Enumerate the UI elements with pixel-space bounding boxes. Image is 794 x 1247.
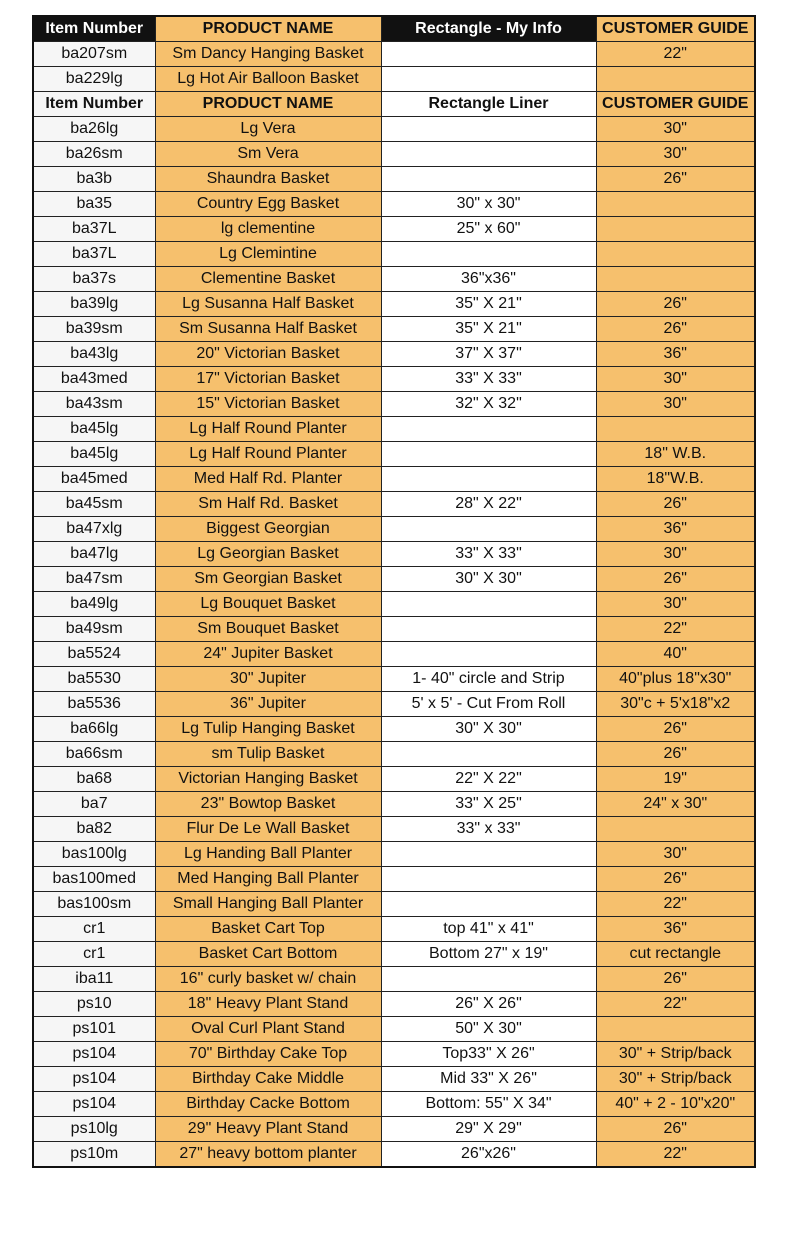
customer-guide-cell: cut rectangle: [596, 942, 755, 967]
header-customer-guide: CUSTOMER GUIDE: [596, 16, 755, 42]
table-row: [33, 467, 755, 492]
rectangle-cell: [381, 617, 596, 642]
rectangle-cell: [381, 517, 596, 542]
product-name-cell: Lg Susanna Half Basket: [155, 292, 381, 317]
table-row: [33, 1017, 755, 1042]
table-row: [33, 742, 755, 767]
rectangle-cell: [381, 867, 596, 892]
rectangle-cell: 30" X 30": [381, 567, 596, 592]
product-name-cell: Small Hanging Ball Planter: [155, 892, 381, 917]
rectangle-cell: [381, 467, 596, 492]
rectangle-cell: Mid 33" X 26": [381, 1067, 596, 1092]
product-name-cell: Lg Vera: [155, 117, 381, 142]
rectangle-cell: Bottom 27" x 19": [381, 942, 596, 967]
rectangle-cell: 33" X 25": [381, 792, 596, 817]
product-name-cell: 15" Victorian Basket: [155, 392, 381, 417]
rectangle-cell: [381, 642, 596, 667]
product-name-cell: Sm Dancy Hanging Basket: [155, 42, 381, 67]
header-rectangle-my-info: Rectangle - My Info: [381, 16, 596, 42]
item-number-cell: ps104: [33, 1067, 155, 1092]
customer-guide-cell: 26": [596, 867, 755, 892]
item-number-cell: ps10m: [33, 1142, 155, 1168]
customer-guide-cell: 22": [596, 617, 755, 642]
table-row: [33, 542, 755, 567]
table-row: [33, 192, 755, 217]
item-number-cell: cr1: [33, 917, 155, 942]
rectangle-cell: 33" X 33": [381, 367, 596, 392]
rectangle-cell: [381, 67, 596, 92]
customer-guide-cell: 26": [596, 967, 755, 992]
customer-guide-cell: 22": [596, 42, 755, 67]
product-name-cell: 29" Heavy Plant Stand: [155, 1117, 381, 1142]
product-name-cell: Oval Curl Plant Stand: [155, 1017, 381, 1042]
table-row: [33, 242, 755, 267]
table-row: [33, 967, 755, 992]
product-name-cell: Birthday Cacke Bottom: [155, 1092, 381, 1117]
item-number-cell: ba43sm: [33, 392, 155, 417]
customer-guide-cell: 30"c + 5'x18"x2: [596, 692, 755, 717]
product-name-cell: Lg Half Round Planter: [155, 442, 381, 467]
customer-guide-cell: 30" + Strip/back: [596, 1042, 755, 1067]
item-number-cell: ps104: [33, 1092, 155, 1117]
item-number-cell: iba11: [33, 967, 155, 992]
product-name-cell: 23" Bowtop Basket: [155, 792, 381, 817]
product-name-cell: 27" heavy bottom planter: [155, 1142, 381, 1168]
customer-guide-cell: 26": [596, 317, 755, 342]
item-number-cell: ba43lg: [33, 342, 155, 367]
customer-guide-cell: 26": [596, 492, 755, 517]
item-number-cell: ba49sm: [33, 617, 155, 642]
product-name-cell: Sm Susanna Half Basket: [155, 317, 381, 342]
rectangle-cell: [381, 42, 596, 67]
item-number-cell: cr1: [33, 942, 155, 967]
item-number-cell: ba43med: [33, 367, 155, 392]
product-name-cell: Victorian Hanging Basket: [155, 767, 381, 792]
header-row-liner: [33, 92, 755, 117]
table-row: [33, 817, 755, 842]
rectangle-cell: 30" X 30": [381, 717, 596, 742]
table-row: [33, 67, 755, 92]
rectangle-cell: 30" x 30": [381, 192, 596, 217]
product-name-cell: Lg Hot Air Balloon Basket: [155, 67, 381, 92]
rectangle-cell: 35" X 21": [381, 292, 596, 317]
rectangle-cell: Bottom: 55" X 34": [381, 1092, 596, 1117]
table-row: [33, 792, 755, 817]
header-row-top: [33, 16, 755, 42]
item-number-cell: ba35: [33, 192, 155, 217]
header-item-number: Item Number: [33, 16, 155, 42]
product-name-cell: Shaundra Basket: [155, 167, 381, 192]
product-name-cell: 70" Birthday Cake Top: [155, 1042, 381, 1067]
product-name-cell: Lg Clemintine: [155, 242, 381, 267]
table-row: [33, 1067, 755, 1092]
customer-guide-cell: 36": [596, 342, 755, 367]
table-row: [33, 492, 755, 517]
customer-guide-cell: [596, 267, 755, 292]
customer-guide-cell: 22": [596, 992, 755, 1017]
item-number-cell: ba68: [33, 767, 155, 792]
table-row: [33, 317, 755, 342]
table-row: [33, 842, 755, 867]
customer-guide-cell: 30": [596, 117, 755, 142]
customer-guide-cell: 40" + 2 - 10"x20": [596, 1092, 755, 1117]
product-name-cell: 20" Victorian Basket: [155, 342, 381, 367]
product-name-cell: Country Egg Basket: [155, 192, 381, 217]
rectangle-cell: 29" X 29": [381, 1117, 596, 1142]
rectangle-cell: 22" X 22": [381, 767, 596, 792]
product-name-cell: Sm Bouquet Basket: [155, 617, 381, 642]
item-number-cell: ba45sm: [33, 492, 155, 517]
product-name-cell: Clementine Basket: [155, 267, 381, 292]
rectangle-cell: 1- 40" circle and Strip: [381, 667, 596, 692]
header-product-name: PRODUCT NAME: [155, 92, 381, 117]
customer-guide-cell: 30" + Strip/back: [596, 1067, 755, 1092]
item-number-cell: bas100sm: [33, 892, 155, 917]
product-name-cell: Biggest Georgian: [155, 517, 381, 542]
item-number-cell: ba5524: [33, 642, 155, 667]
table-row: [33, 692, 755, 717]
customer-guide-cell: 30": [596, 542, 755, 567]
rectangle-cell: 37" X 37": [381, 342, 596, 367]
product-name-cell: Sm Half Rd. Basket: [155, 492, 381, 517]
customer-guide-cell: 40": [596, 642, 755, 667]
table-row: [33, 717, 755, 742]
product-name-cell: 17" Victorian Basket: [155, 367, 381, 392]
customer-guide-cell: 26": [596, 567, 755, 592]
table-row: [33, 667, 755, 692]
item-number-cell: bas100lg: [33, 842, 155, 867]
rectangle-cell: 26" X 26": [381, 992, 596, 1017]
rectangle-cell: [381, 417, 596, 442]
customer-guide-cell: 24" x 30": [596, 792, 755, 817]
customer-guide-cell: 26": [596, 1117, 755, 1142]
product-name-cell: Sm Georgian Basket: [155, 567, 381, 592]
item-number-cell: ba37L: [33, 242, 155, 267]
rectangle-cell: [381, 892, 596, 917]
table-row: [33, 42, 755, 67]
product-name-cell: Med Half Rd. Planter: [155, 467, 381, 492]
table-row: [33, 1042, 755, 1067]
customer-guide-cell: 30": [596, 392, 755, 417]
table-row: [33, 642, 755, 667]
rectangle-cell: 50" X 30": [381, 1017, 596, 1042]
header-customer-guide: CUSTOMER GUIDE: [596, 92, 755, 117]
rectangle-cell: Top33" X 26": [381, 1042, 596, 1067]
item-number-cell: ba3b: [33, 167, 155, 192]
item-number-cell: ps101: [33, 1017, 155, 1042]
item-number-cell: ba7: [33, 792, 155, 817]
product-name-cell: 24" Jupiter Basket: [155, 642, 381, 667]
product-name-cell: Sm Vera: [155, 142, 381, 167]
item-number-cell: ba229lg: [33, 67, 155, 92]
product-name-cell: 30" Jupiter: [155, 667, 381, 692]
product-name-cell: Lg Bouquet Basket: [155, 592, 381, 617]
rectangle-cell: [381, 842, 596, 867]
item-number-cell: ba45lg: [33, 442, 155, 467]
item-number-cell: ba47lg: [33, 542, 155, 567]
rectangle-cell: [381, 442, 596, 467]
item-number-cell: ba39lg: [33, 292, 155, 317]
rectangle-cell: [381, 242, 596, 267]
item-number-cell: ba37s: [33, 267, 155, 292]
table-row: [33, 292, 755, 317]
table-row: [33, 1117, 755, 1142]
table-row: [33, 1092, 755, 1117]
product-name-cell: Lg Tulip Hanging Basket: [155, 717, 381, 742]
customer-guide-cell: 36": [596, 517, 755, 542]
rectangle-cell: 33" X 33": [381, 542, 596, 567]
customer-guide-cell: [596, 1017, 755, 1042]
item-number-cell: ba26lg: [33, 117, 155, 142]
table-row: [33, 117, 755, 142]
customer-guide-cell: 26": [596, 742, 755, 767]
rectangle-cell: 36"x36": [381, 267, 596, 292]
product-name-cell: Flur De Le Wall Basket: [155, 817, 381, 842]
rectangle-cell: [381, 167, 596, 192]
product-name-cell: Lg Handing Ball Planter: [155, 842, 381, 867]
table-row: [33, 942, 755, 967]
product-liner-table: [32, 15, 756, 1168]
rectangle-cell: [381, 742, 596, 767]
table-row: [33, 992, 755, 1017]
product-name-cell: Med Hanging Ball Planter: [155, 867, 381, 892]
rectangle-cell: 5' x 5' - Cut From Roll: [381, 692, 596, 717]
item-number-cell: ba82: [33, 817, 155, 842]
table-row: [33, 217, 755, 242]
product-name-cell: sm Tulip Basket: [155, 742, 381, 767]
table-row: [33, 892, 755, 917]
customer-guide-cell: 19": [596, 767, 755, 792]
product-name-cell: Lg Half Round Planter: [155, 417, 381, 442]
item-number-cell: ps10: [33, 992, 155, 1017]
rectangle-cell: [381, 592, 596, 617]
customer-guide-cell: [596, 242, 755, 267]
customer-guide-cell: [596, 817, 755, 842]
customer-guide-cell: 22": [596, 1142, 755, 1168]
rectangle-cell: 33" x 33": [381, 817, 596, 842]
item-number-cell: ps10lg: [33, 1117, 155, 1142]
customer-guide-cell: 26": [596, 167, 755, 192]
customer-guide-cell: [596, 67, 755, 92]
rectangle-cell: 32" X 32": [381, 392, 596, 417]
rectangle-cell: [381, 967, 596, 992]
customer-guide-cell: 26": [596, 717, 755, 742]
table-row: [33, 592, 755, 617]
product-name-cell: Lg Georgian Basket: [155, 542, 381, 567]
rectangle-cell: 35" X 21": [381, 317, 596, 342]
item-number-cell: bas100med: [33, 867, 155, 892]
product-name-cell: Basket Cart Bottom: [155, 942, 381, 967]
table-row: [33, 142, 755, 167]
table-row: [33, 917, 755, 942]
rectangle-cell: 26"x26": [381, 1142, 596, 1168]
table-body: [33, 16, 755, 1167]
customer-guide-cell: 30": [596, 367, 755, 392]
item-number-cell: ba66sm: [33, 742, 155, 767]
customer-guide-cell: 36": [596, 917, 755, 942]
customer-guide-cell: 22": [596, 892, 755, 917]
rectangle-cell: 28" X 22": [381, 492, 596, 517]
item-number-cell: ba207sm: [33, 42, 155, 67]
product-name-cell: Birthday Cake Middle: [155, 1067, 381, 1092]
table-row: [33, 867, 755, 892]
item-number-cell: ba45med: [33, 467, 155, 492]
customer-guide-cell: 40"plus 18"x30": [596, 667, 755, 692]
table-row: [33, 267, 755, 292]
rectangle-cell: [381, 117, 596, 142]
product-name-cell: 18" Heavy Plant Stand: [155, 992, 381, 1017]
item-number-cell: ba5530: [33, 667, 155, 692]
product-name-cell: 16" curly basket w/ chain: [155, 967, 381, 992]
customer-guide-cell: 30": [596, 592, 755, 617]
rectangle-cell: [381, 142, 596, 167]
table-row: [33, 1142, 755, 1168]
item-number-cell: ba39sm: [33, 317, 155, 342]
customer-guide-cell: [596, 217, 755, 242]
header-product-name: PRODUCT NAME: [155, 16, 381, 42]
table-row: [33, 517, 755, 542]
item-number-cell: ba45lg: [33, 417, 155, 442]
table-row: [33, 392, 755, 417]
item-number-cell: ba47xlg: [33, 517, 155, 542]
product-name-cell: Basket Cart Top: [155, 917, 381, 942]
table-row: [33, 442, 755, 467]
item-number-cell: ba26sm: [33, 142, 155, 167]
customer-guide-cell: [596, 417, 755, 442]
table-row: [33, 367, 755, 392]
customer-guide-cell: 30": [596, 142, 755, 167]
customer-guide-cell: [596, 192, 755, 217]
item-number-cell: ba49lg: [33, 592, 155, 617]
customer-guide-cell: 30": [596, 842, 755, 867]
item-number-cell: ba47sm: [33, 567, 155, 592]
header-item-number: Item Number: [33, 92, 155, 117]
rectangle-cell: 25" x 60": [381, 217, 596, 242]
table-row: [33, 167, 755, 192]
product-name-cell: lg clementine: [155, 217, 381, 242]
table-row: [33, 567, 755, 592]
customer-guide-cell: 26": [596, 292, 755, 317]
table-row: [33, 617, 755, 642]
customer-guide-cell: 18" W.B.: [596, 442, 755, 467]
item-number-cell: ba37L: [33, 217, 155, 242]
item-number-cell: ps104: [33, 1042, 155, 1067]
table-row: [33, 417, 755, 442]
customer-guide-cell: 18"W.B.: [596, 467, 755, 492]
table-row: [33, 342, 755, 367]
header-rectangle-liner: Rectangle Liner: [381, 92, 596, 117]
product-name-cell: 36" Jupiter: [155, 692, 381, 717]
table-row: [33, 767, 755, 792]
item-number-cell: ba5536: [33, 692, 155, 717]
rectangle-cell: top 41" x 41": [381, 917, 596, 942]
item-number-cell: ba66lg: [33, 717, 155, 742]
